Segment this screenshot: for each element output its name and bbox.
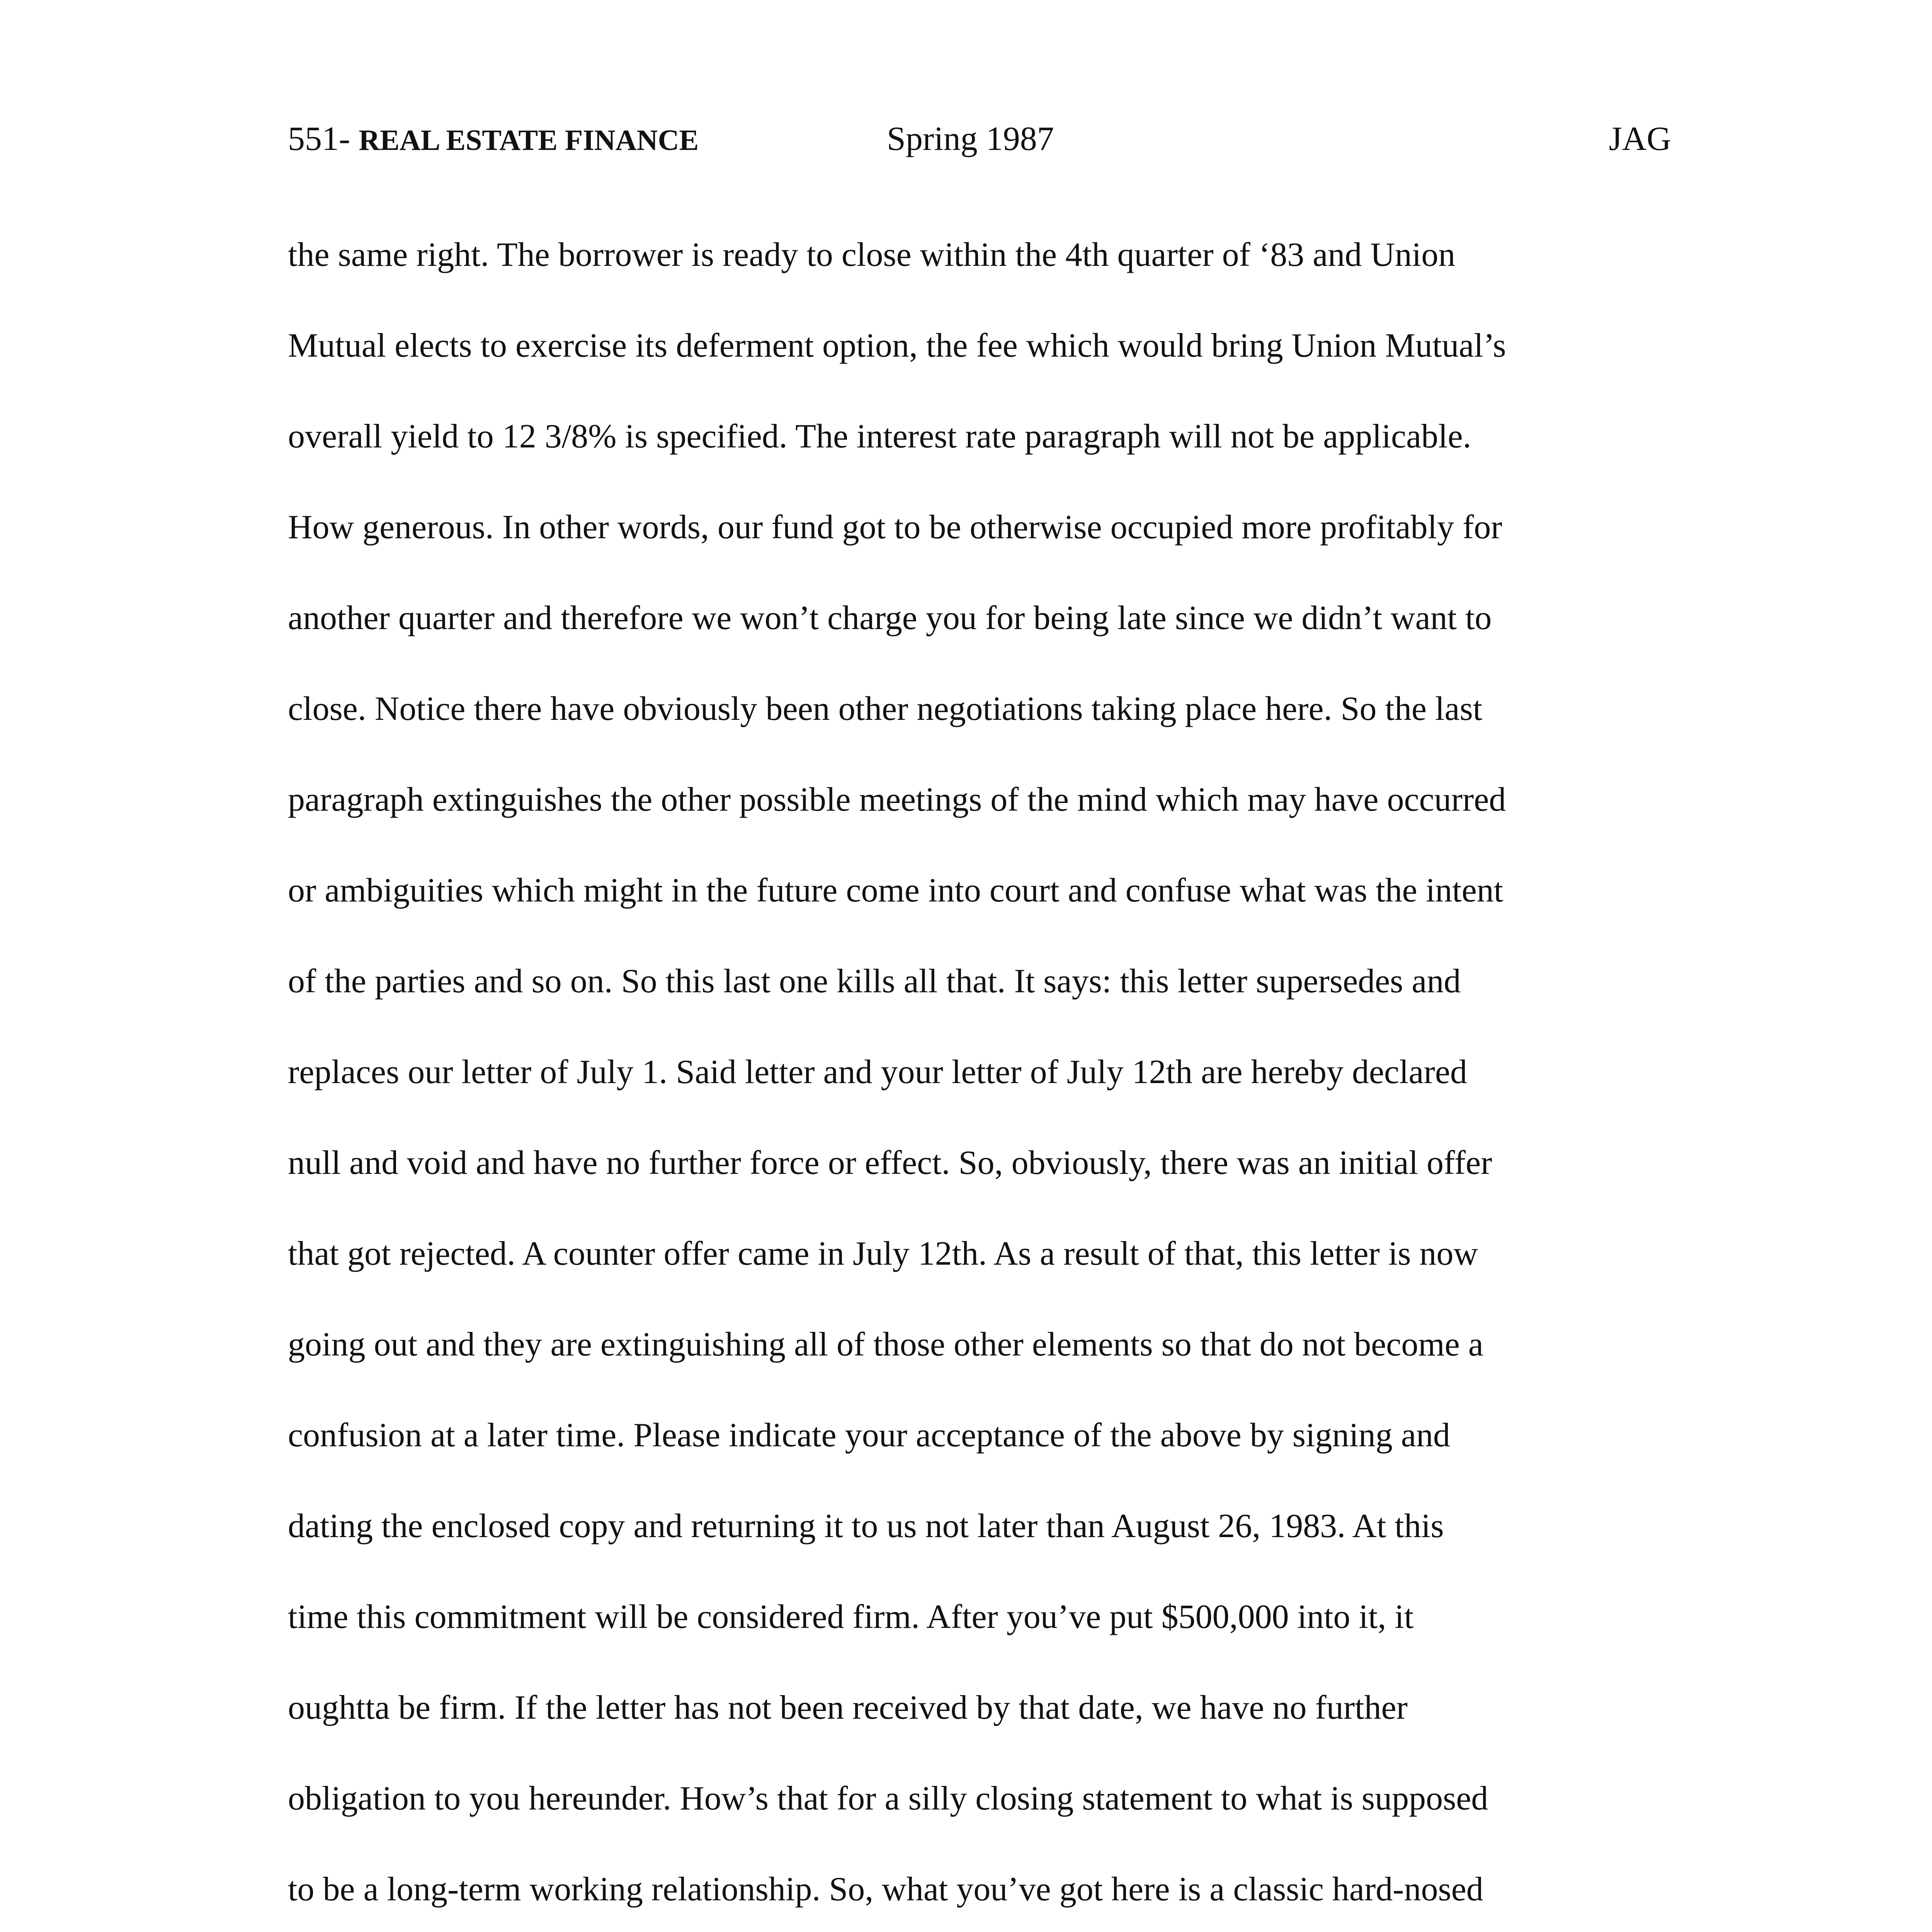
course-number: 551- [288,120,350,158]
text-line: another quarter and therefore we won’t charge you for being late since we didn’t want to [288,599,1492,637]
text-line: time this commitment will be considered firm. After you’ve put $500,000 into it, it [288,1598,1414,1636]
text-line: oughtta be firm. If the letter has not been received by that date, we have no further [288,1689,1408,1726]
text-line: How generous. In other words, our fund got to be otherwise occupied more profitably for [288,509,1502,546]
text-line: close. Notice there have obviously been other negotiations taking place here. So the last [288,690,1483,728]
text-line: to be a long-term working relationship. So, what you’ve got here is a classic hard-nosed [288,1871,1483,1908]
body-paragraph [288,232,1679,1932]
text-line: overall yield to 12 3/8% is specified. The interest rate paragraph will not be applicable. [288,418,1471,455]
text-line: dating the enclosed copy and returning it to us not later than August 26, 1983. At this [288,1507,1444,1545]
text-line: confusion at a later time. Please indicate your acceptance of the above by signing and [288,1417,1450,1454]
text-line: or ambiguities which might in the future come into court and confuse what was the intent [288,872,1503,909]
text-line: the same right. The borrower is ready to close within the 4th quarter of ‘83 and Union [288,236,1456,274]
term: Spring 1987 [887,120,1054,158]
text-line: that got rejected. A counter offer came in July 12th. As a result of that, this letter is now [288,1235,1478,1272]
text-line: paragraph extinguishes the other possible meetings of the mind which may have occurred [288,781,1506,818]
text-line: going out and they are extinguishing all of those other elements so that do not become a [288,1326,1483,1363]
text-line: obligation to you hereunder. How’s that for a silly closing statement to what is supposed [288,1780,1488,1817]
page-header [288,116,1671,162]
text-line: of the parties and so on. So this last one kills all that. It says: this letter supersedes and [288,963,1461,1000]
course-name: REAL ESTATE FINANCE [359,124,699,156]
text-line: replaces our letter of July 1. Said letter and your letter of July 12th are hereby declared [288,1053,1467,1091]
author-initials: JAG [1609,120,1671,158]
text-line: null and void and have no further force or effect. So, obviously, there was an initial offer [288,1144,1492,1182]
text-line: Mutual elects to exercise its deferment option, the fee which would bring Union Mutual’s [288,327,1506,364]
